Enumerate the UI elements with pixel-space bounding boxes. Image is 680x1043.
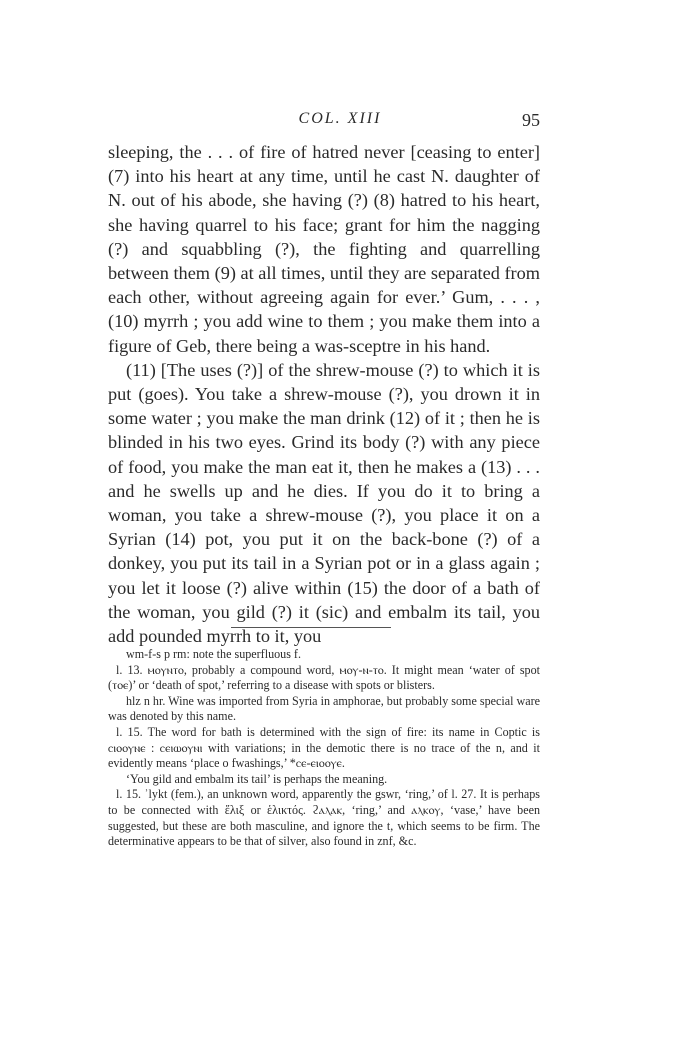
footnote: wm-f-s p rm: note the superfluous f. xyxy=(126,647,301,661)
main-text xyxy=(108,140,540,648)
page-header xyxy=(0,110,680,134)
main-paragraph: (11) [The uses (?)] of the shrew-mouse (?) to which it is put (goes). You take a shrew-mouse (?), you drown it in some water ; you make the man drink (12) of it ; then he is blinded in his two eyes. Grind its body (?) with any piece of food, you make the man eat it, then he makes a (13) . . . and he swells up and he dies. If you do it to bring a woman, you take a shrew-mouse (?), you place it on a Syrian (14) pot, you put it on the back-bone (?) of a donkey, you put its tail in a Syrian pot or in a glass again ; you let it loose (?) alive within (15) the door of a bath of the woman, you gild (?) it (sic) and embalm its tail, you add pounded myrrh to it, you xyxy=(108,359,540,647)
footnote: ‘You gild and embalm its tail’ is perhaps the meaning. xyxy=(126,771,388,786)
running-title: COL. XIII xyxy=(298,110,382,127)
page-number: 95 xyxy=(522,110,540,130)
footnotes xyxy=(108,647,540,850)
footnote: l. 15. The word for bath is determined with the sign of fire: its name in Coptic is ⲥⲓⲟⲟⲩⲛⲉ : ⲥⲉⲓⲱⲟⲩⲛⲓ with variations; in the demotic there is no trace of the n, and it evidently means ‘place o fwashings,’ *ⲥⲉ-ⲉⲓⲟⲟⲩⲉ. xyxy=(108,724,540,771)
footnote: l. 13. ⲙⲟⲩⲛⲧⲟ, probably a compound word, ⲙⲟⲩ-ⲛ-ⲧⲟ. It might mean ‘water of spot (ⲧⲟⲉ)’ or ‘death of spot,’ referring to a disease with spots or blisters. xyxy=(108,662,540,693)
footnote: hlz n hr. Wine was imported from Syria in amphorae, but probably some special ware was denoted by this name. xyxy=(108,693,540,724)
footnote-divider xyxy=(231,627,391,628)
main-paragraph: sleeping, the . . . of fire of hatred never [ceasing to enter] (7) into his heart at any time, until he cast N. daughter of N. out of his abode, she having (?) (8) hatred to his heart, she having quarrel to his face; grant for him the nagging (?) and squabbling (?), the fighting and quarrelling between them (9) at all times, until they are separated from each other, without agreeing again for ever.’ Gum, . . . , (10) myrrh ; you add wine to them ; you make them into a figure of Geb, there being a was-sceptre in his hand. xyxy=(108,142,540,356)
footnote: l. 15. ʾlykt (fem.), an unknown word, apparently the gswr, ‘ring,’ of l. 27. It is perhaps to be connected with ἕλιξ or ἑλικτός. ϩⲁⲗⲁⲕ, ‘ring,’ and ⲁⲗⲕⲟⲩ, ‘vase,’ have been suggested, but these are both masculine, and ignore the t, which seems to be firm. The determinative appears to be that of silver, also found in znf, &c. xyxy=(108,787,540,849)
